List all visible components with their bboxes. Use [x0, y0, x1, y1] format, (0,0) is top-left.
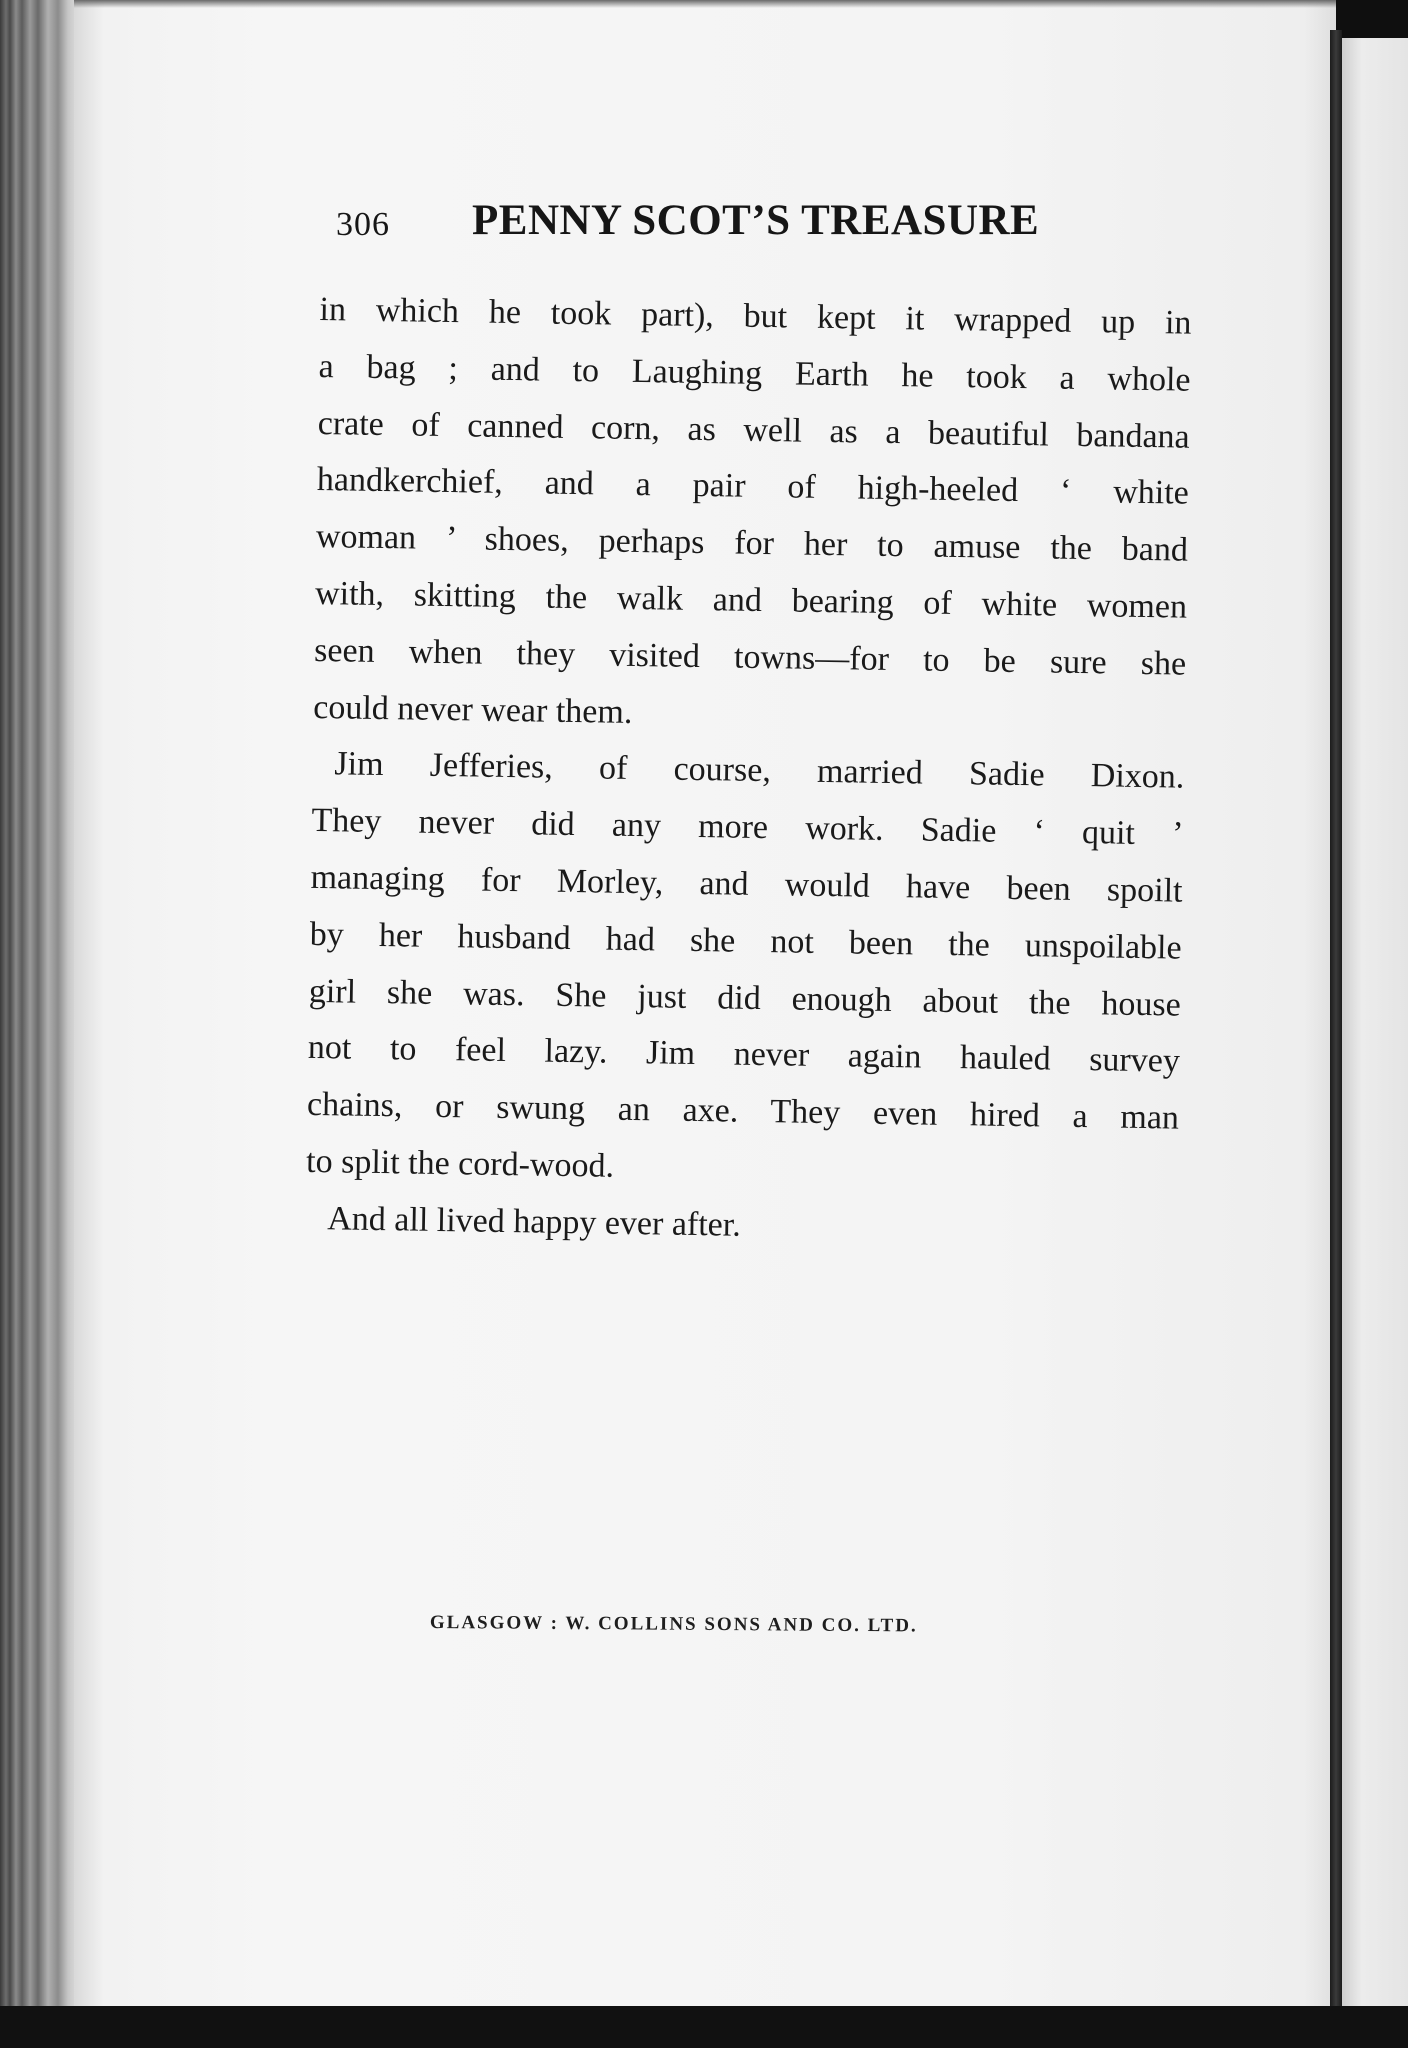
printer-imprint: GLASGOW : W. COLLINS SONS AND CO. LTD.	[429, 1612, 918, 1637]
top-edge-shadow	[74, 0, 1336, 8]
text-line: a bag ; and to Laughing Earth he took a whole	[318, 347, 1191, 399]
text-line: in which he took part), but kept it wrapped up in	[319, 290, 1192, 342]
page-gutter	[1330, 30, 1342, 2010]
running-header	[336, 196, 1096, 256]
text-line: chains, or swung an axe. They even hired a man	[306, 1086, 1180, 1137]
text-line: They never did any more work. Sadie ‘ quit ’	[311, 802, 1184, 853]
text-line: could never wear them.	[313, 688, 633, 731]
body-text	[305, 282, 1192, 1261]
text-line: by her husband had she not been the unspoilable	[309, 915, 1182, 967]
running-title: PENNY SCOT’S TREASURE	[472, 197, 1040, 244]
bottom-scan-border	[0, 2006, 1408, 2048]
text-line: to split the cord-wood.	[305, 1142, 615, 1185]
text-line: girl she was. She just did enough about the house	[308, 972, 1182, 1024]
text-line: And all lived happy ever after.	[327, 1199, 742, 1244]
text-line: crate of canned corn, as well as a beautiful bandana	[317, 404, 1190, 456]
book-page-edges	[0, 0, 78, 2048]
page-number: 306	[336, 206, 390, 243]
facing-page-edge	[1342, 38, 1408, 2010]
text-line: Jim Jefferies, of course, married Sadie Dixon.	[334, 745, 1185, 797]
text-line: managing for Morley, and would have been spoilt	[310, 858, 1183, 910]
text-line: not to feel lazy. Jim never again hauled survey	[307, 1029, 1181, 1080]
text-line: woman ’ shoes, perhaps for her to amuse the band	[315, 518, 1189, 569]
paragraph-2	[306, 736, 1185, 1204]
text-line: with, skitting the walk and bearing of white women	[314, 574, 1188, 626]
paragraph-1	[313, 282, 1192, 750]
text-line: handkerchief, and a pair of high-heeled ‘ white	[316, 461, 1190, 513]
text-line: seen when they visited towns—for to be sure she	[313, 631, 1187, 683]
